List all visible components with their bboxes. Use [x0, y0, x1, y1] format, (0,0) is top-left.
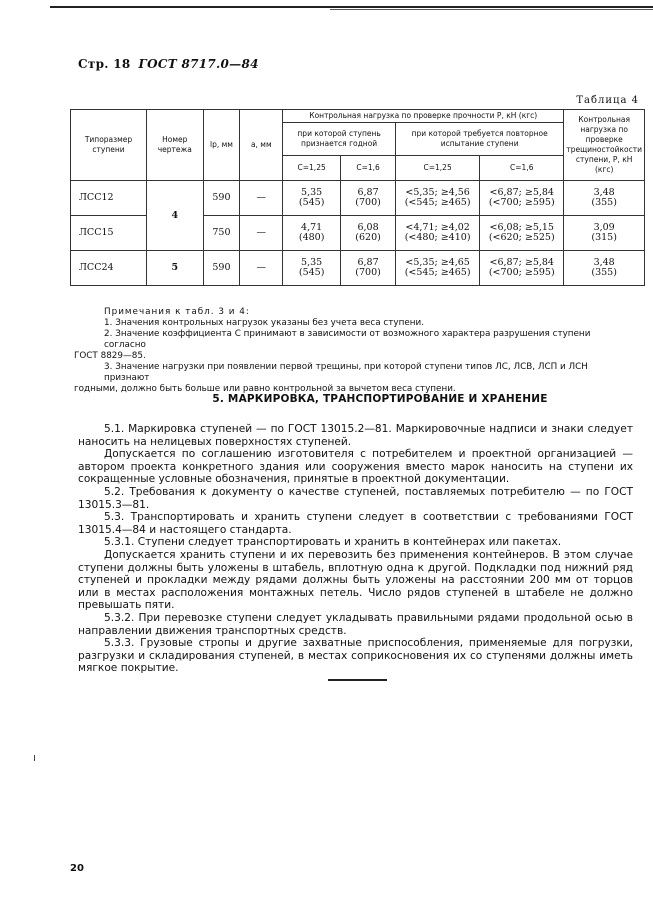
table-caption: Таблица 4	[576, 95, 639, 106]
cell-drawing: 4	[147, 181, 204, 251]
page-label: Стр. 18	[78, 57, 131, 71]
notes-heading: Примечания к табл. 3 и 4:	[104, 307, 250, 317]
table-notes	[74, 307, 634, 395]
section-body	[78, 423, 633, 675]
standard-label: ГОСТ 8717.0—84	[138, 57, 259, 71]
cell-drawing: 5	[147, 251, 204, 286]
col-crack: Контрольная нагрузка по проверке трещиностойкости ступени, Р, кН (кгс)	[564, 110, 645, 181]
table-row	[71, 251, 645, 286]
cell-a: —	[240, 216, 283, 251]
note-1: 1. Значения контрольных нагрузок указаны без учета веса ступени.	[104, 318, 425, 328]
cell-type: ЛСС24	[71, 251, 147, 286]
cell-g2: 6,87 (700)	[341, 181, 396, 216]
cell-r2: <6,08; ≥5,15 (<620; ≥525)	[480, 216, 564, 251]
col-c125-a: С=1,25	[283, 156, 341, 181]
paragraph: 5.3. Транспортировать и хранить ступени следует в соответствии с требованиями ГОСТ 13015.4—84 и настоящего стандарта.	[78, 511, 633, 536]
cell-lp: 590	[203, 181, 240, 216]
col-control-group: Контрольная нагрузка по проверке прочности Р, кН (кгс)	[283, 110, 564, 123]
cell-lp: 590	[203, 251, 240, 286]
page-number: 20	[70, 863, 84, 874]
col-a: а, мм	[240, 110, 283, 181]
col-c125-b: С=1,25	[396, 156, 480, 181]
table-row	[71, 181, 645, 216]
note-3: 3. Значение нагрузки при появлении первой трещины, при которой ступени типов ЛС, ЛСВ, ЛСП и ЛСН признают	[104, 362, 588, 383]
col-subgroup-accept: при которой ступень признается годной	[283, 123, 396, 156]
cell-k: 3,09 (315)	[564, 216, 645, 251]
paragraph: 5.3.1. Ступени следует транспортировать и хранить в контейнерах или пакетах.	[104, 536, 562, 549]
paragraph: 5.3.2. При перевозке ступени следует укладывать правильными рядами продольной осью в направлении движения транспортных средств.	[78, 611, 633, 637]
col-lp: lр, мм	[203, 110, 240, 181]
cell-g1: 4,71 (480)	[283, 216, 341, 251]
cell-g2: 6,08 (620)	[341, 216, 396, 251]
cell-r2: <6,87; ≥5,84 (<700; ≥595)	[480, 181, 564, 216]
cell-g1: 5,35 (545)	[283, 181, 341, 216]
col-c16-a: С=1,6	[341, 156, 396, 181]
paragraph: Допускается по соглашению изготовителя с потребителем и проектной организацией — автором проекта конкретного здания или сооружения вместо марок наносить на ступени их сокращенные условные обозначения, принятые в проектной документации.	[78, 448, 633, 486]
top-rule-secondary	[330, 9, 653, 10]
cell-type: ЛСС15	[71, 216, 147, 251]
col-type: Типоразмер ступени	[71, 110, 147, 181]
cell-g2: 6,87 (700)	[341, 251, 396, 286]
page-header	[78, 57, 259, 71]
col-subgroup-retest: при которой требуется повторное испытание ступени	[396, 123, 564, 156]
cell-k: 3,48 (355)	[564, 181, 645, 216]
note-2-cont: ГОСТ 8829—85.	[74, 351, 146, 361]
cell-type: ЛСС12	[71, 181, 147, 216]
cell-a: —	[240, 181, 283, 216]
cell-k: 3,48 (355)	[564, 251, 645, 286]
col-c16-b: С=1,6	[480, 156, 564, 181]
note-3-cont: годными, должно быть больше или равно контрольной за вычетом веса ступени.	[74, 384, 456, 394]
table-4	[70, 109, 645, 286]
cell-r1: <5,35; ≥4,65 (<545; ≥465)	[396, 251, 480, 286]
cell-r2: <6,87; ≥5,84 (<700; ≥595)	[480, 251, 564, 286]
note-2: 2. Значение коэффициента С принимают в зависимости от возможного характера разрушения ступени согласно	[104, 329, 591, 350]
cell-r1: <5,35; ≥4,56 (<545; ≥465)	[396, 181, 480, 216]
col-drawing: Номер чертежа	[147, 110, 204, 181]
cell-r1: <4,71; ≥4,02 (<480; ≥410)	[396, 216, 480, 251]
paragraph: 5.3.3. Грузовые стропы и другие захватные приспособления, применяемые для погрузки, разгрузки и складирования ступеней, в местах соприкосновения их со ступенями должны иметь мягкое покрытие.	[78, 637, 633, 675]
end-rule	[328, 679, 387, 681]
cell-lp: 750	[203, 216, 240, 251]
cell-a: —	[240, 251, 283, 286]
top-rule	[50, 6, 653, 8]
paragraph: 5.1. Маркировка ступеней — по ГОСТ 13015.2—81. Маркировочные надписи и знаки следует наносить на нелицевых поверхностях ступеней.	[78, 423, 633, 448]
section-title: 5. МАРКИРОВКА, ТРАНСПОРТИРОВАНИЕ И ХРАНЕНИЕ	[212, 393, 548, 405]
scan-mark	[34, 755, 35, 761]
paragraph: Допускается хранить ступени и их перевозить без применения контейнеров. В этом случае ступени должны быть уложены в штабель, вплотную одна к другой. Подкладки под нижний ряд ступеней и прокладки между рядами должны быть уложены на расстоянии 200 мм от торцов или в местах расположения монтажных петель. Число рядов ступеней в штабеле не должно превышать пяти.	[78, 548, 633, 612]
paragraph: 5.2. Требования к документу о качестве ступеней, поставляемых потребителю — по ГОСТ 13015.3—81.	[78, 485, 633, 511]
cell-g1: 5,35 (545)	[283, 251, 341, 286]
